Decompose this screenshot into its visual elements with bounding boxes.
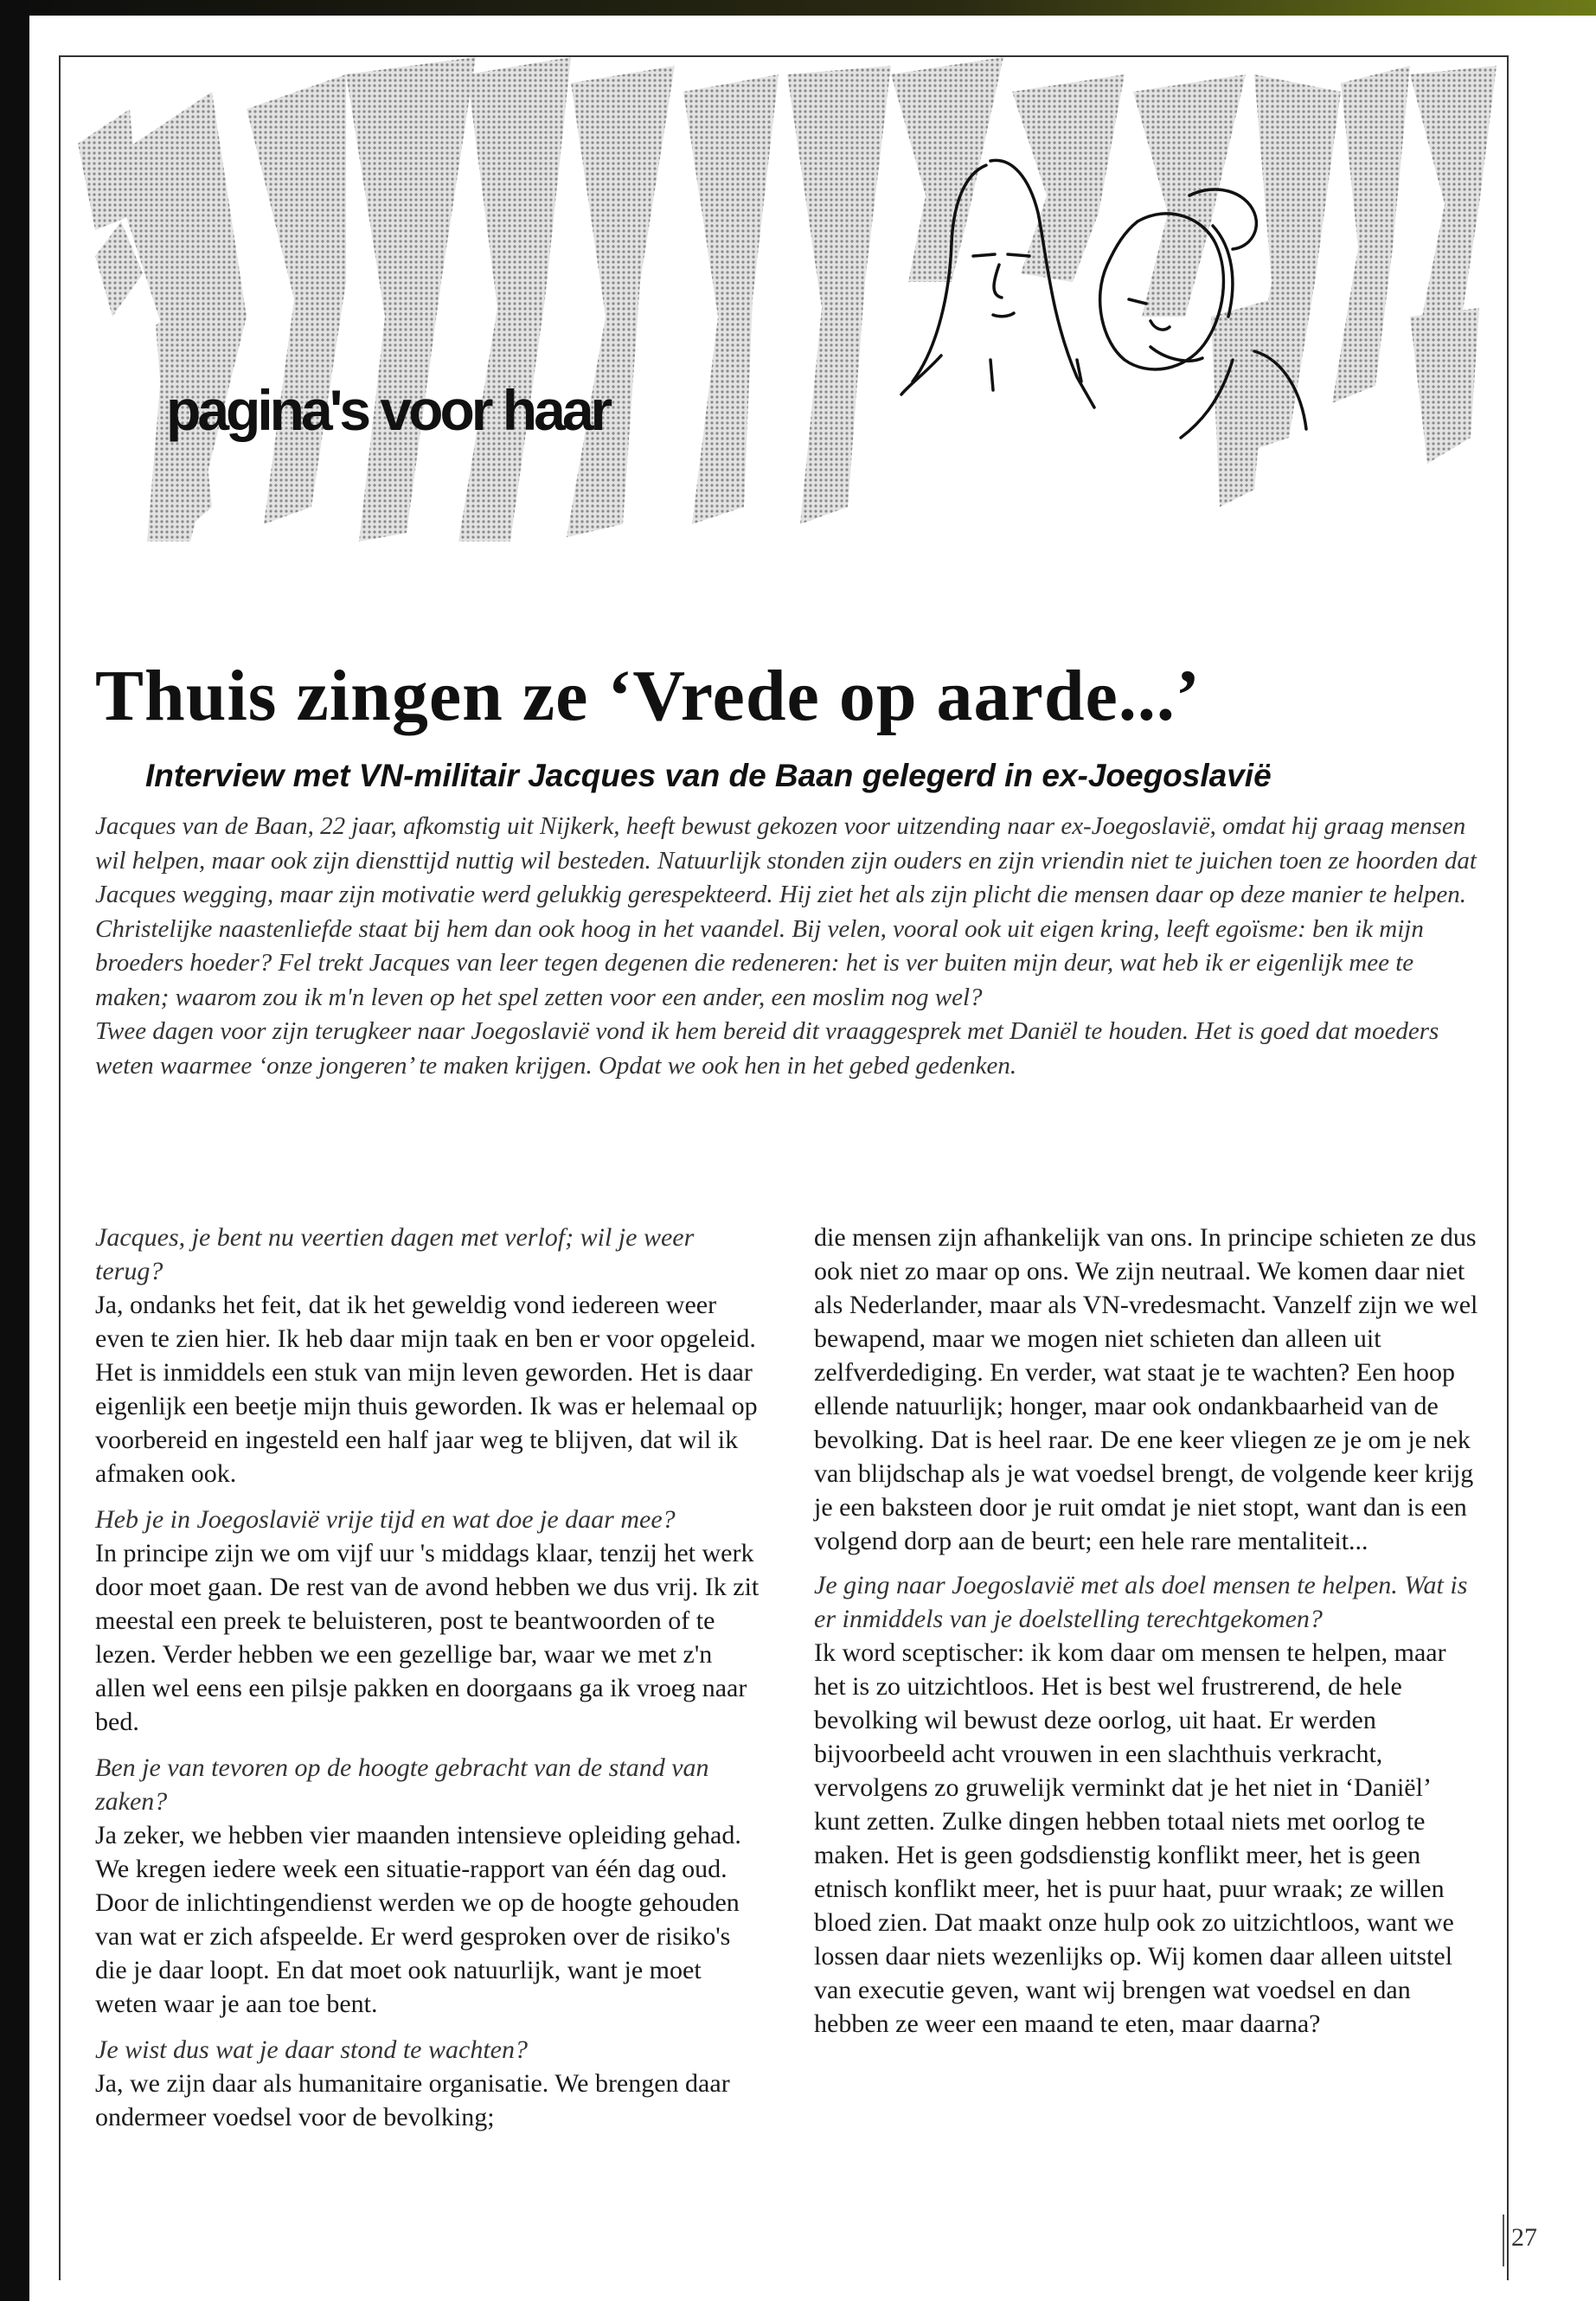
- intro-paragraph: Twee dagen voor zijn terugkeer naar Joegoslavië vond ik hem bereid dit vraaggesprek met Daniël te houden. Het is goed dat moeders weten waarmee ‘onze jongeren’ te maken krijgen. Opdat we ook hen in het gebed gedenken.: [95, 1017, 1439, 1080]
- page-number-rule: [1503, 2214, 1504, 2266]
- interview-answer-continued: die mensen zijn afhankelijk van ons. In principe schieten ze dus ook niet zo maar op ons. We zijn neutraal. We komen daar niet als Nederlander, maar als VN-vredesmacht. Vanzelf zijn we wel bewapend, maar we mogen niet schieten dan alleen uit zelfverdediging. En verder, wat staat je te wachten? Een hoop ellende natuurlijk; honger, maar ook ondankbaarheid van de bevolking. Dat is heel raar. De ene keer vliegen ze je om je nek van blijdschap als je wat voedsel brengt, de volgende keer krijg je een baksteen door je ruit omdat je niet stopt, want dan is een volgend dorp aan de beurt; een hele rare mentaliteit...: [814, 1223, 1478, 1555]
- article-subtitle: Interview met VN-militair Jacques van de Baan gelegerd in ex-Joegoslavië: [145, 758, 1272, 793]
- interview-column-right: [814, 1221, 1480, 2053]
- interview-answer: In principe zijn we om vijf uur 's middags klaar, tenzij het werk door moet gaan. De rest van de avond hebben we dus vrij. Ik zit meestal een preek te beluisteren, post te beantwoorden of te lezen. Verder hebben we een gezellige bar, waar we met z'n allen wel eens een pilsje pakken en doorgaans ga ik vroeg naar bed.: [95, 1539, 760, 1736]
- section-header: [61, 57, 1507, 542]
- magazine-page: [59, 55, 1509, 2280]
- interview-question: Je wist dus wat je daar stond te wachten?: [95, 2035, 528, 2064]
- interview-question: Jacques, je bent nu veertien dagen met verlof; wil je weer terug?: [95, 1223, 695, 1285]
- article-intro: [95, 810, 1479, 1083]
- article-headline: Thuis zingen ze ‘Vrede op aarde...’: [95, 656, 1201, 736]
- interview-column-left: [95, 1221, 761, 2146]
- interview-answer: Ja, we zijn daar als humanitaire organisatie. We brengen daar ondermeer voedsel voor de bevolking;: [95, 2069, 730, 2131]
- section-title: pagina's voor haar: [166, 378, 610, 442]
- interview-question: Heb je in Joegoslavië vrije tijd en wat doe je daar mee?: [95, 1505, 676, 1534]
- intro-paragraph: Jacques van de Baan, 22 jaar, afkomstig uit Nijkerk, heeft bewust gekozen voor uitzending naar ex-Joegoslavië, omdat hij graag mensen wil helpen, maar ook zijn diensttijd nuttig wil besteden. Natuurlijk stonden zijn ouders en zijn vriendin niet te juichen toen ze hoorden dat Jacques wegging, maar zijn motivatie werd gelukkig gerespekteerd. Hij ziet het als zijn plicht die mensen daar op deze manier te helpen. Christelijke naastenliefde staat bij hem dan ook hoog in het vaandel. Bij velen, vooral ook uit eigen kring, leeft egoïsme: ben ik mijn broeders hoeder? Fel trekt Jacques van leer tegen degenen die redeneren: het is ver buiten mijn deur, wat heb ik er eigenlijk mee te maken; waarom zou ik m'n leven op het spel zetten voor een ander, een moslim nog wel?: [95, 812, 1477, 1011]
- interview-question: Je ging naar Joegoslavië met als doel mensen te helpen. Wat is er inmiddels van je doelstelling terechtgekomen?: [814, 1571, 1468, 1633]
- interview-answer: Ja, ondanks het feit, dat ik het geweldig vond iedereen weer even te zien hier. Ik heb daar mijn taak en ben er voor opgeleid. Het is inmiddels een stuk van mijn leven geworden. Het is daar eigenlijk een beetje mijn thuis geworden. Ik was er helemaal op voorbereid en ingesteld een half jaar weg te blijven, dat wil ik afmaken ook.: [95, 1291, 758, 1488]
- scan-edge-left: [0, 0, 29, 2301]
- scan-edge-top: [0, 0, 1596, 16]
- interview-question: Ben je van tevoren op de hoogte gebracht van de stand van zaken?: [95, 1753, 709, 1816]
- line-drawing-two-women: [891, 144, 1488, 490]
- page-number: 27: [1511, 2223, 1537, 2252]
- interview-answer: Ja zeker, we hebben vier maanden intensieve opleiding gehad. We kregen iedere week een situatie-rapport van één dag oud. Door de inlichtingendienst werden we op de hoogte gehouden van wat er zich afspeelde. Er werd gesproken over de risiko's die je daar loopt. En dat moet ook natuurlijk, want je moet weten waar je aan toe bent.: [95, 1821, 741, 2018]
- interview-answer: Ik word sceptischer: ik kom daar om mensen te helpen, maar het is zo uitzichtloos. Het is best wel frustrerend, de hele bevolking wil bewust deze oorlog, uit haat. Er werden bijvoorbeeld acht vrouwen in een slachthuis verkracht, vervolgens zo gruwelijk verminkt dat je het niet in ‘Daniël’ kunt zetten. Zulke dingen hebben totaal niets met oorlog te maken. Het is geen godsdienstig konflikt meer, het is geen etnisch konflikt meer, het is puur haat, puur wraak; ze willen bloed zien. Dat maakt onze hulp ook zo uitzichtloos, want we lossen daar niets wezenlijks op. Wij komen daar alleen uitstel van executie geven, want wij brengen wat voedsel en dan hebben ze weer een maand te eten, maar daarna?: [814, 1638, 1454, 2038]
